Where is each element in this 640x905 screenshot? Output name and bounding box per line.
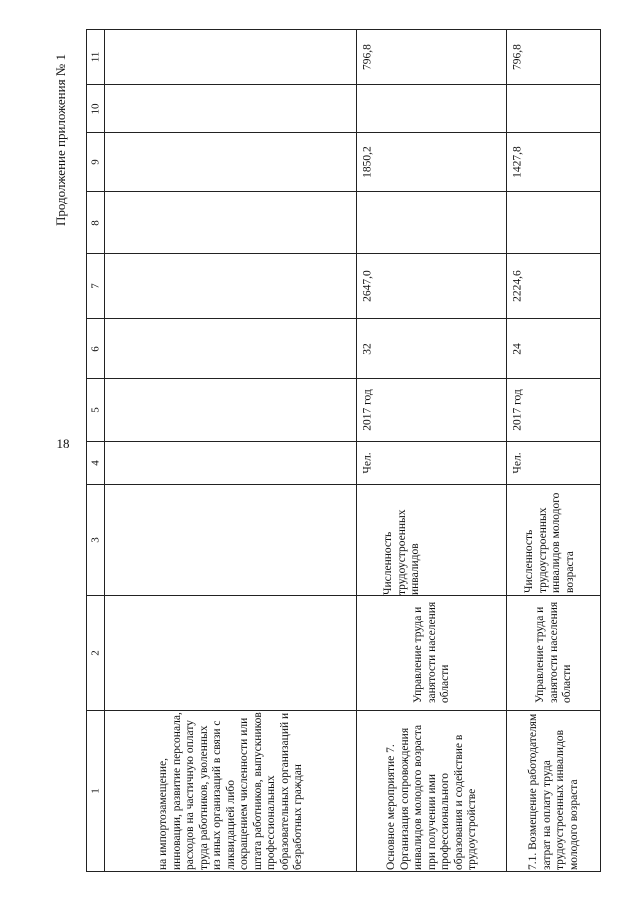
page-number: 18: [56, 436, 70, 451]
table-row-1-col-3: [104, 484, 357, 596]
table-row-1-col-10: [104, 84, 357, 133]
table-row-3-col-11: 796,8: [506, 29, 601, 85]
header-col-1: 1: [86, 710, 105, 872]
table-row-2-col-2: Управление труда и занятости населения области: [356, 595, 507, 711]
header-col-6: 6: [86, 318, 105, 379]
table-row-3-col-8: [506, 191, 601, 254]
table-row-1-col-11: [104, 29, 357, 85]
header-col-2: 2: [86, 595, 105, 711]
table-row-3-col-9: 1427,8: [506, 132, 601, 192]
table-row-3-col-3: Численность трудоустроенных инвалидов молодого возраста: [506, 484, 601, 596]
table-row-2-col-6: 32: [356, 318, 507, 379]
table-row-2-col-3: Численность трудоустроенных инвалидов: [356, 484, 507, 596]
table-row-2-col-11: 796,8: [356, 29, 507, 85]
table-row-1-col-5: [104, 378, 357, 442]
table-row-1-col-9: [104, 132, 357, 192]
table-row-1-col-4: [104, 441, 357, 485]
header-col-4: 4: [86, 441, 105, 485]
header-col-3: 3: [86, 484, 105, 596]
table-row-2-col-4: Чел.: [356, 441, 507, 485]
table-row-3-col-4: Чел.: [506, 441, 601, 485]
header-col-10: 10: [86, 84, 105, 133]
table-row-3-col-5: 2017 год: [506, 378, 601, 442]
table-row-1-col-2: [104, 595, 357, 711]
header-col-11: 11: [86, 29, 105, 85]
table-row-1-col-6: [104, 318, 357, 379]
table-row-2-col-8: [356, 191, 507, 254]
table-row-2-col-10: [356, 84, 507, 133]
table-row-3-col-6: 24: [506, 318, 601, 379]
table-row-3-col-10: [506, 84, 601, 133]
header-col-8: 8: [86, 191, 105, 254]
table-row-1-col-1: на импортозамещение, инновации, развитие персонала, расходов на частичную оплату труда работников, уволенных из иных организаций в связи с ликвидацией либо сокращением численности или штата работников, выпускников профессиональных образовательных организаций и безработных граждан: [104, 710, 357, 872]
table-row-3-col-1: 7.1. Возмещение работодателям затрат на оплату труда трудоустроенных инвалидов молодого возраста: [506, 710, 601, 872]
header-col-7: 7: [86, 253, 105, 319]
table-row-1-col-7: [104, 253, 357, 319]
table-row-2-col-1: Основное мероприятие 7. Организация сопровождения инвалидов молодого возраста при получении ими профессионального образования и содействие в трудоустройстве: [356, 710, 507, 872]
table-row-2-col-5: 2017 год: [356, 378, 507, 442]
table-row-3-col-2: Управление труда и занятости населения области: [506, 595, 601, 711]
continuation-label: Продолжение приложения № 1: [53, 54, 68, 226]
table-row-3-col-7: 2224,6: [506, 253, 601, 319]
table-row-2-col-9: 1850,2: [356, 132, 507, 192]
header-col-5: 5: [86, 378, 105, 442]
table-row-1-col-8: [104, 191, 357, 254]
table-row-2-col-7: 2647,0: [356, 253, 507, 319]
header-col-9: 9: [86, 132, 105, 192]
